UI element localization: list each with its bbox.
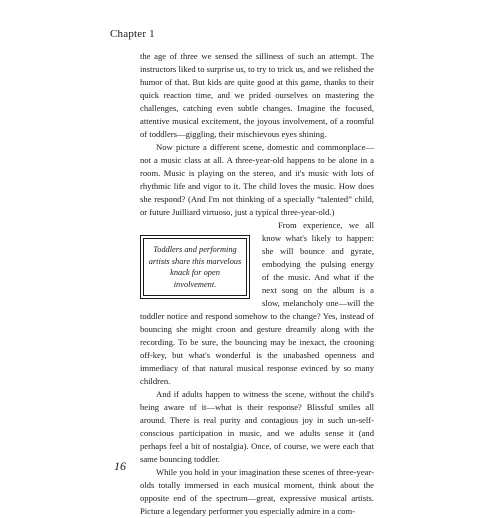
paragraph-5: While you hold in your imagination these scenes of three-year-olds totally immersed in each musical moment, think about the opposite end of the spectrum—great, expressive musical artists. Picture a legendary performer you especially admire in a com- [140, 467, 374, 516]
pull-quote: Toddlers and performing artists share this marvelous knack for open involvement. [143, 238, 247, 296]
paragraph-4: And if adults happen to witness the scene, without the child's being aware of it—what is their response? Blissful smiles all around. There is real purity and contagious joy in such un-self-conscious participation in music, and we adults sense it (and perhaps feel a bit of nostalgia). Once, of course, we were each that same bouncing toddler. [140, 389, 374, 464]
paragraph-1: the age of three we sensed the silliness of such an attempt. The instructors liked to surprise us, to try to trick us, and we relished the humor of that. But kids are quite good at this game, thanks to their quick reaction time, and we prided ourselves on mastering the challenges, catching even subtle changes. Imagine the focused, attentive musical excitement, the joyous involvement, of a roomful of toddlers—giggling, their mischievous eyes shining. [140, 51, 374, 139]
body-text [140, 50, 374, 518]
paragraph-3: From experience, we all know what's likely to happen: she will bounce and gyrate, embodying the pulsing energy of the music. And what if the next song on the album is a slow, melancholy one—will the toddler notice and respond somehow to the change? Yes, instead of bouncing she might croon and gesture dreamily along with the recording. To be sure, the bouncing may be inexact, the crooning off-key, but what's wonderful is the unabashed openness and immediacy of that natural musical response evinced by so many children. [140, 220, 374, 386]
page-number: 16 [114, 459, 126, 473]
pull-quote-box [140, 235, 250, 299]
running-head: Chapter 1 [110, 28, 155, 40]
paragraph-2: Now picture a different scene, domestic and commonplace—not a music class at all. A three-year-old happens to be alone in a room. Music is playing on the stereo, and it's music with lots of rhythmic life and vigor to it. The child loves the music. How does she respond? (And I'm not thinking of a specially “talented” child, or future Juilliard virtuoso, just a typical three-year-old.) [140, 142, 374, 217]
